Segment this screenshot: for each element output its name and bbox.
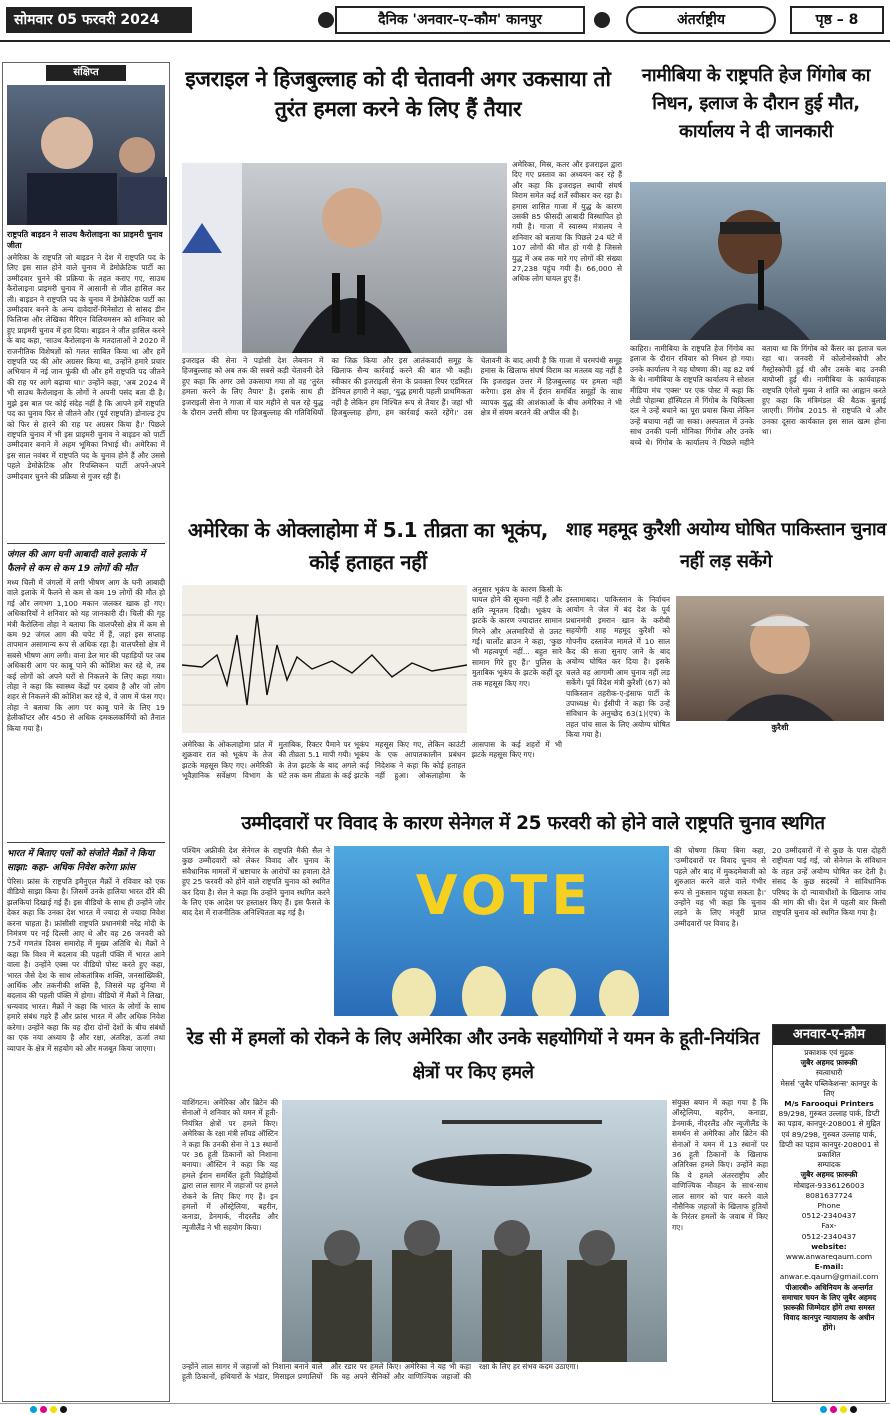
vote-text: VOTE [415, 864, 593, 927]
qureshi-caption: कुरैशी [771, 723, 789, 732]
masthead-line: E-mail: [814, 1262, 844, 1272]
page-number: पृष्ठ – 8 [790, 6, 884, 34]
sidebar-label: संक्षिप्त [46, 65, 126, 81]
masthead-line: मोबाइल-9336126003 [793, 1180, 865, 1190]
masthead-line: स्वत्वाधारी [815, 1068, 843, 1078]
biden-photo [7, 85, 165, 225]
qureshi-body: इस्लामाबाद। पाकिस्तान के निर्वाचन आयोग ने जेल में बंद देश के पूर्व प्रधानमंत्री इमरान खान के करीबी सहयोगी शाह महमूद कुरैशी को गोपनीय दस्तावेज मामले में 10 साल कैद की सजा सुनाए जाने के बाद अयोग्य घोषित कर दिया है। इसके चलते वह आगामी आम चुनाव नहीं लड़ सकेंगे। पूर्व विदेश मंत्री कुरैशी (67) को पाकिस्तान तहरीक-ए-इंसाफ पार्टी के उपाध्यक्ष थे। ईसीपी ने कहा कि उन्हें संविधान के अनुच्छेद 63(1)(एच) के तहत पांच साल के लिए अयोग्य घोषित किया गया है। [566, 595, 670, 740]
senegal-headline: उम्मीदवारों पर विवाद के कारण सेनेगल में 25 फरवरी को होने वाले राष्ट्रपति चुनाव स्थगित [241, 813, 825, 834]
issue-date: सोमवार 05 फरवरी 2024 [6, 7, 192, 33]
sidebar-story-body: मध्य चिली में जंगलों में लगी भीषण आग के घनी आबादी वाले इलाके में फैलने से कम से कम 19 लोगों की मौत हो गई और लगभग 1,100 मकान जलकर खाक हो गए। अधिकारियों ने शनिवार को यह जानकारी दी। चिली की गृह मंत्री कैरोलिना तोहा ने बताया कि वालपरैसो क्षेत्र में कम से कम 92 जंगल आग की चपेट में हैं, जहां इस सप्ताह तापमान असामान्य रूप से अधिक रहा है। वालपरैसो क्षेत्र में सबसे भीषण आग लगी। वाना डेल मार की पहाड़ियों पर जब अधिकारी आग पर काबू पाने की कोशिश कर रहे थे, तब कई लोगों को अपने घरों से निकलने के लिए कहा गया। तोहा ने कहा कि स्वास्थ्य केंद्रों पर दबाव है और जो लोग शहर से निकलने की कोशिश कर रहे थे, वे जाम में फंस गए। तोहा ने बताया कि आग पर काबू पाने के लिए 19 हेलीकॉप्टर और 450 से अधिक दमकलकर्मियों को तैनात किया गया है। [7, 578, 165, 733]
section-name: अंतर्राष्ट्रीय [626, 6, 776, 34]
header-dot [594, 12, 610, 28]
senegal-mid-text: की घोषणा किया बिना कहा, 'उम्मीदवारों पर विवाद चुनाव से पहले और बाद में मुकदमेबाजी को शुरुआत करने वाले वाले गंभीर रूप से नुकसान पहुंचा सकता है।' उन्होंने यह भी कहा कि चुनाव लड़ने के लिए मंजूरी प्राप्त उम्मीदवारों पर विवाद है। [674, 846, 766, 928]
masthead-line: anwar.e.qaum@gmail.com [779, 1272, 879, 1282]
vote-photo [334, 846, 669, 1016]
page-footer [0, 1403, 890, 1415]
color-registration-marks [820, 1406, 857, 1413]
oklahoma-body: अमेरिका के ओकलाहोमा प्रांत में शुक्रवार रात को भूकंप के तेज झटके महसूस किए गए। अमेरिकी भूवैज्ञानिक सर्वेक्षण विभाग के मुताबिक, रिक्टर पैमाने पर भूकंप की तीव्रता 5.1 मापी गयी। भूकंप के तेज झटके के बाद अगले कई घंटे तक कम तीव्रता के कई झटके महसूस किए गए, लेकिन काउंटी के एक आपातकालीन प्रबंधन निदेशक ने कहा कि कोई हताहत नहीं हुआ। ओकलाहोमा के आसपास के कई शहरों में भी झटके महसूस किए गए। [182, 740, 562, 781]
netanyahu-photo [182, 163, 507, 353]
geingob-photo [630, 182, 886, 340]
yemen-headline: रेड सी में हमलों को रोकने के लिए अमेरिका और उनके सहयोगियों ने यमन के हूती-नियंत्रित क्षेत्रों पर किए हमले [186, 1028, 760, 1083]
seismograph-photo [182, 585, 467, 733]
sidebar-story-title: भारत में बिताए पलों को संजोते मैक्रों ने किया साझा: कहा- अधिक निवेश करेगा फ्रांस [7, 849, 155, 873]
sidebar-story-title: राष्ट्रपति बाइडन ने साउथ कैरोलाइना का प्राइमरी चुनाव जीता [7, 230, 163, 250]
yemen-left-text: वाशिंगटन। अमेरिका और ब्रिटेन की सेनाओं ने शनिवार को यमन में हूती-नियंत्रित क्षेत्रों पर हमले किए। अमेरिका के रक्षा मंत्री लॉयड ऑस्टिन ने कहा कि उनकी सेना ने 13 स्थानों पर 36 हूती ठिकानों को निशाना बनाया। ऑस्टिन ने कहा कि यह हमले ईरान समर्थित हूती विद्रोहियों द्वारा लाल सागर में जहाजों पर हमले रोकने के लिए किए गए हैं। इन हमलों में ऑस्ट्रेलिया, बहरीन, कनाडा, डेनमार्क, नीदरलैंड और न्यूजीलैंड ने भी सहयोग किया। [182, 1098, 278, 1232]
israel-body: इजराइल की सेना ने पड़ोसी देश लेबनान में हिजबुल्लाह को अब तक की सबसे कड़ी चेतावनी देते हुए कहा कि अगर उसे उकसाया गया तो वह 'तुरंत हमला करने के लिए तैयार' है। इसके साथ ही इजराइली सेना ने गाजा में चार महीने से चल रहे युद्ध के दौरान उत्तरी सीमा पर हिजबुल्लाह की गतिविधियों का जिक्र किया और इस आतंकवादी समूह के खिलाफ सैन्य कार्रवाई करने की बात भी कही। स्वीकार की इजराइली सेना के प्रवक्ता रियर एडमिरल डेनियल हगारी ने कहा, 'युद्ध हमारी पहली प्राथमिकता नहीं है लेकिन हम निश्चित रूप से तैयार हैं। जहां भी हिजबुल्लाह होगा, हम कार्रवाई करते रहेंगे।' उस चेतावनी के बाद आयी है कि गाजा में चरमपंथी समूह हमास के खिलाफ संघर्ष विराम का मतलब यह नहीं है कि इजराइल उत्तर में हिजबुल्लाह पर हमला नहीं करेगा। इस क्षेत्र में ईरान समर्थित समूहों के साथ व्यापक युद्ध की आशंकाओं के बीच अमेरिका ने भी क्षेत्र में संयम बरतने की अपील की है। [182, 356, 622, 418]
sidebar-story-body: अमेरिका के राष्ट्रपति जो बाइडन ने देश में राष्ट्रपति पद के लिए इस साल होने वाले चुनाव में डेमोक्रेटिक पार्टी का उम्मीदवार चुनने की प्रक्रिया के तहत कराए गए, साउथ कैरोलाइना प्राइमरी चुनाव में आसानी से जीत हासिल कर ली। बाइडन ने राष्ट्रपति पद के चुनाव में डेमोक्रेटिक पार्टी का उम्मीदवार बनने के अन्य दावेदारों-मिनेसोटा से सांसद डीन फिलिप्स और लेखिका मैरिएन विलियमसन को शनिवार को हुए प्राइमरी चुनाव में हरा दिया। बाइडन ने जीत हासिल करने के बाद कहा, 'साउथ कैरोलाइना के मतदाताओं ने 2020 में राजनीतिक विशेषज्ञों को गलत साबित किया था और हमें राष्ट्रपति पद की ओर अग्रसर किया था, उन्होंने हमारे प्रचार अभियान में नई जान फूंकी थी और हमें राष्ट्रपति पद जीतने की राह पर आगे बढ़ाया था।' उन्होंने कहा, 'अब 2024 में भी साउथ कैरोलाइना के लोगों ने अपनी पसंद बता दी है। मुझे इस बात पर कोई संदेह नहीं है कि आपने हमें राष्ट्रपति पद का चुनाव फिर से जीतने और (पूर्व राष्ट्रपति) डोनाल्ड ट्रंप को फिर से हारने की राह पर अग्रसर किया है।' पिछले राष्ट्रपति चुनाव में भी इस प्राइमरी चुनाव ने बाइडन को पार्टी उम्मीदवार बनाने में अहम भूमिका निभाई थी। अमेरिका में इस साल नवंबर में राष्ट्रपति पद के चुनाव होने हैं और उससे पहले डेमोक्रेटिक और रिपब्लिकन पार्टी अपने-अपने उम्मीदवार चुनने की प्रक्रिया से गुजर रही हैं। [7, 253, 165, 481]
masthead-line: Fax- [821, 1221, 837, 1231]
soldiers-photo [282, 1100, 667, 1362]
yemen-right-text: संयुक्त बयान में कहा गया है कि ऑस्ट्रेलिया, बहरीन, कनाडा, डेनमार्क, नीदरलैंड और न्यूजीलैंड के समर्थन से अमेरिका और ब्रिटेन की सेनाओं ने यमन में 13 स्थानों पर 36 हूती ठिकानों के खिलाफ अतिरिक्त हमले किए। उन्होंने कहा कि ये हमले अंतरराष्ट्रीय और वाणिज्यिक नौवहन के साथ-साथ लाल सागर को पार करने वाले नौसैनिक जहाजों के खिलाफ हूतियों के निरंतर हमलों के जवाब में किए गए। [672, 1098, 768, 1232]
masthead-box [772, 1024, 886, 1402]
namibia-body: काहिरा। नामीबिया के राष्ट्रपति हेज गिंगोब का इलाज के दौरान रविवार को निधन हो गया। उनके कार्यालय ने यह घोषणा की। वह 82 वर्ष के थे। नामीबिया के राष्ट्रपति कार्यालय ने सोशल मीडिया मंच 'एक्स' पर एक पोस्ट में कहा कि लेडी पोहाम्बा हॉस्पिटल में गिंगोब के चिकित्सा दल ने उन्हें बचाने का पूरा प्रयास किया लेकिन उन्हें बचाया नहीं जा सका। अस्पताल में उनके साथ उनकी पत्नी मोनिका गिंगोब और उनके बच्चे थे। गिंगोब के कार्यालय ने पिछले महीने बताया था कि गिंगोब को कैंसर का इलाज चल रहा था। जनवरी में कोलोनोस्कोपी और गैस्ट्रोस्कोपी हुई थी और उसके बाद उनकी बायोप्सी हुई थी। नामीबिया के कार्यवाहक राष्ट्रपति एंगेलो मुब्वा ने शांति का आह्वान करते हुए कहा कि मंत्रिमंडल की बैठक बुलाई जाएगी। गिंगोब 2015 से राष्ट्रपति थे और उनका दूसरा कार्यकाल इस साल खत्म होना था। [630, 344, 886, 447]
oklahoma-headline: अमेरिका के ओक्लाहोमा में 5.1 तीव्रता का भूकंप, कोई हताहत नहीं [187, 518, 549, 574]
masthead-line: website: [811, 1241, 847, 1251]
senegal-right-text: 20 उम्मीदवारों में से कुछ के पास दोहरी राष्ट्रीयता पाई गई, जो सेनेगल के संविधान के तहत उन्हें अयोग्य घोषित कर देती है। संसद के कुछ सदस्यों ने सांविधानिक परिषद के दो न्यायाधीशों के खिलाफ जांच की मांग की थी। देश में पहली बार किसी राष्ट्रपति चुनाव को स्थगित किया गया है। [772, 846, 886, 918]
page-header [0, 0, 890, 42]
masthead-line: जुबैर अहमद फ़ारूक़ी [800, 1058, 858, 1068]
senegal-left-text: पश्चिम अफ्रीकी देश सेनेगल के राष्ट्रपति मैकी सैल ने कुछ उम्मीदवारों को लेकर विवाद और चुनाव के संवैधानिक मामलों में भ्रष्टाचार के आरोपों का हवाला देते हुए 25 फरवरी को होने वाले राष्ट्रपति चुनाव को स्थगित कर दिया है। सेल ने कहा कि उन्होंने चुनाव स्थगित करने के लिए एक आदेश पर हस्ताक्षर किए हैं। इस फैसले के बाद देश में राजनीतिक अनिश्चितता बढ़ गई है। [182, 846, 330, 918]
israel-side-text: अमेरिका, मिस्र, कतर और इजराइल द्वारा दिए गए प्रस्ताव का अध्ययन कर रहे हैं और कहा कि इजराइल स्थायी संघर्ष विराम समेत कई शर्तें स्वीकार कर रहा है। हमास शासित गाजा में युद्ध के कारण उसकी 85 फीसदी आबादी विस्थापित हो गयी है। गाजा में स्वास्थ्य मंत्रालय ने शनिवार को बताया कि पिछले 24 घंटे में 107 लोगों की मौत हो गयी है जिससे युद्ध में अब तक मारे गए लोगों की संख्या 27,238 पहुंच गयी है। 66,000 से अधिक लोग घायल हुए हैं। [512, 160, 622, 284]
masthead-line: 0512-2340437 [801, 1231, 857, 1241]
color-registration-marks [30, 1406, 67, 1413]
paper-name: दैनिक 'अनवार–ए–कौम' कानपुर [335, 6, 585, 34]
masthead-line: मेसर्स 'ज़ुबैर पब्लिकेशन्स' कानपुर के लिए [780, 1078, 878, 1098]
masthead-line: जुबैर अहमद फ़ारूक़ी [800, 1170, 858, 1180]
masthead-title: अनवार-ए-क़ौम [773, 1025, 885, 1045]
masthead-line: सम्पादक [817, 1160, 841, 1170]
masthead-line: Phone [817, 1201, 841, 1211]
namibia-headline: नामीबिया के राष्ट्रपति हेज गिंगोब का निधन, इलाज के दौरान हुई मौत, कार्यालय ने दी जानकारी [641, 65, 871, 142]
qureshi-headline: शाह महमूद कुरैशी अयोग्य घोषित पाकिस्तान चुनाव नहीं लड़ सकेंगे [565, 519, 887, 572]
masthead-line: 0512-2340437 [801, 1211, 857, 1221]
masthead-line: प्रकाशक एवं मुद्रक [804, 1048, 854, 1057]
israel-headline: इजराइल ने हिजबुल्लाह को दी चेतावनी अगर उकसाया तो तुरंत हमला करने के लिए हैं तैयार [185, 67, 611, 121]
oklahoma-side-text: अनुसार भूकंप के कारण किसी के घायल होने की सूचना नहीं है और क्षति न्यूनतम दिखी। भूकंप के झटके के कारण ज्यादातर सामान गिरने और अलमारियों से उलट गईं। चार्लोट ब्राउन ने कहा, 'कुछ भी महत्वपूर्ण नहीं... बहुत सारे सामान गिरे हुए हैं।' पुलिस के मुताबिक भूकंप के झटके कहीं दूर तक महसूस किए गए। [472, 585, 562, 688]
sidebar-story-title: जंगल की आग घनी आबादी वाले इलाके में फैलने से कम से कम 19 लोगों की मौत [7, 550, 146, 574]
sidebar-story-body: पेरिस। फ्रांस के राष्ट्रपति इमैनुएल मैक्रों ने रविवार को एक वीडियो साझा किया है। जिसमें उनके हालिया भारत दौरे की झलकियां दिखाई गई हैं। इस वीडियो के साथ ही उन्होंने जोर देकर कहा कि उनका देश भारत में ज्यादा से ज्यादा निवेश करना चाहता है। फ्रांसीसी राष्ट्रपति प्रधानमंत्री नरेंद्र मोदी के निमंत्रण पर नई दिल्ली आए थे और वह 26 जनवरी को 75वें गणतंत्र दिवस समारोह में मुख्य अतिथि थे। मैक्रों ने कहा कि विश्व में बदलाव की पहली पंक्ति में भारत आने वाला है। उन्होंने एक्स पर वीडियो पोस्ट करते हुए कहा, भारत जैसे देश के साथ लोकतांत्रिक शक्ति, जनसांख्यिकी, आर्थिक और तकनीकी शक्ति है, जिससे यह दुनिया में बदलाव की पहली पंक्ति में होगा। वीडियो में मैक्रों ने लिखा, धन्यवाद भारत। मैक्रों ने कहा कि भारत के लोगों के साथ हमारे संबंध गहरे हैं और फ्रांस भारत में और अधिक निवेश करेगा। उन्होंने कहा कि यह दौरा दोनों देशों के बीच संबंधों का एक नया अध्याय है और रक्षा, अंतरिक्ष, ऊर्जा तथा व्यापार के क्षेत्र में सहयोग को और मजबूत किया जाएगा। [7, 877, 165, 1053]
sidebar [2, 62, 170, 1402]
yemen-bottom-text: उन्होंने लाल सागर में जहाजों को निशाना बनाने वाले हूती ठिकानों, हथियारों के भंडार, मिसाइल प्रणालियों और रडार पर हमले किए। अमेरिका ने यह भी कहा कि वह अपने सैनिकों और वाणिज्यिक जहाजों की रक्षा के लिए हर संभव कदम उठाएगा। [182, 1362, 579, 1382]
header-dot [318, 12, 334, 28]
masthead-lines [773, 1045, 885, 1337]
masthead-line: M/s Farooqui Printers [784, 1099, 874, 1109]
masthead-line: 8081637724 [805, 1190, 853, 1200]
masthead-line: www.anwareqaum.com [785, 1252, 873, 1262]
qureshi-photo [676, 596, 884, 721]
masthead-line: पीआरबी० अधिनियम के अन्तर्गत समाचार चयन के लिए जुबैर अहमद फ़ारूक़ी जिम्मेदार होंगे तथा समस्त विवाद कानपुर न्यायालय के अधीन होंगे। [781, 1282, 877, 1333]
masthead-line: 89/298, गुरुबत उल्लाह पार्क, डिप्टी का पड़ाव, कानपुर-208001 से मुद्रित एवं 89/298, गुरुबत उल्लाह पार्क, डिप्टी का पड़ाव कानपुर-208001 से प्रकाशित [777, 1109, 881, 1160]
